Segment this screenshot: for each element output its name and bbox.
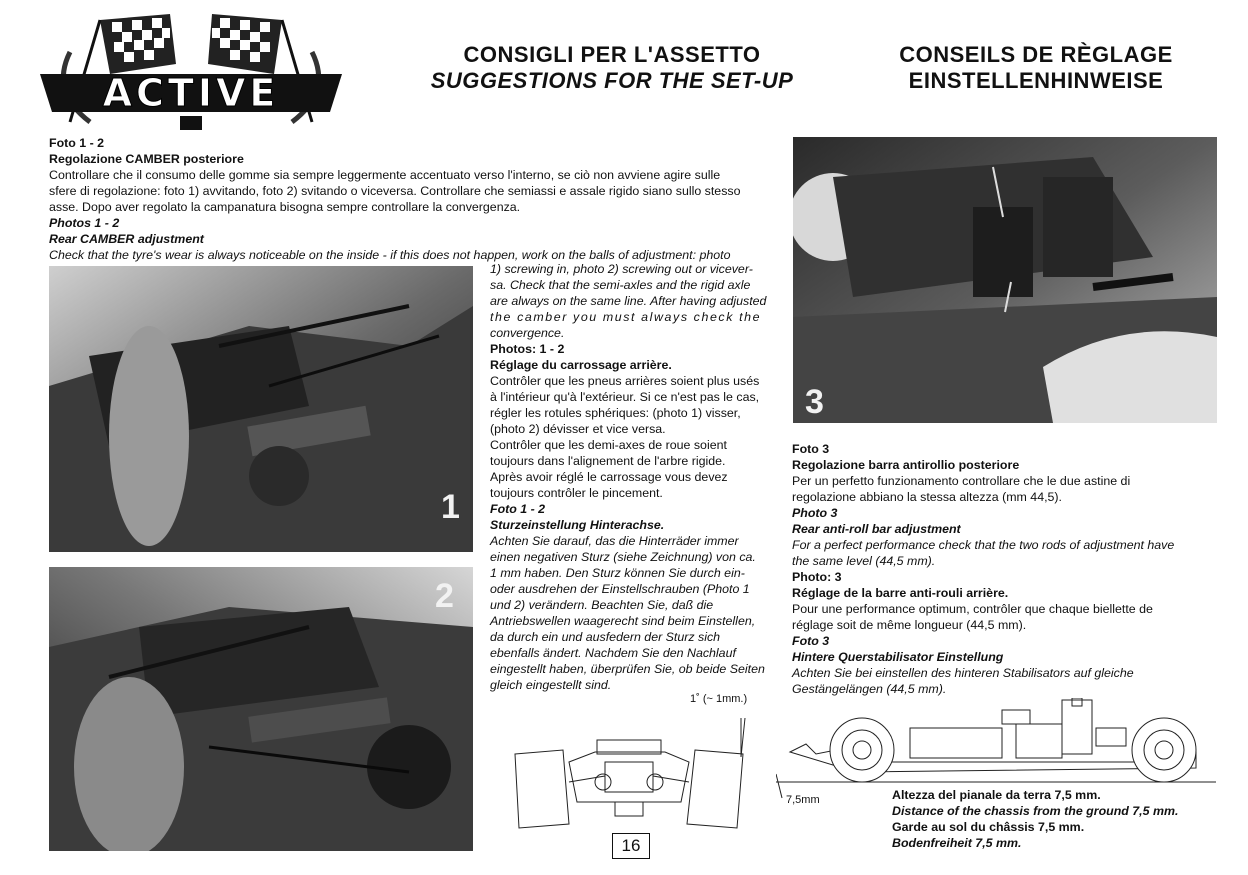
title-german: EINSTELLENHINWEISE [908, 68, 1164, 93]
fr-body-line: régler les rotules sphériques: (photo 1) visser, [490, 406, 741, 420]
de-body-line: oder ausdrehen der Einstellschrauben (Photo 1 [490, 582, 750, 596]
de-photo3-heading: Hintere Querstabilisator Einstellung [792, 650, 1004, 664]
camber-label: 1˚ (~ 1mm.) [690, 693, 748, 705]
en-heading: Rear CAMBER adjustment [49, 232, 204, 246]
photo-2 [49, 567, 473, 851]
photo-number-1: 1 [441, 488, 460, 526]
title-italian: CONSIGLI PER L'ASSETTO [463, 42, 761, 67]
title-english: SUGGESTIONS FOR THE SET-UP [430, 68, 794, 93]
middle-text-block [490, 261, 772, 693]
fr-body-line: (photo 2) dévisser et vice versa. [490, 422, 666, 436]
fr-body-line: Après avoir réglé le carrossage vous devez [490, 470, 728, 484]
active-logo [30, 12, 352, 136]
it-photo-ref: Foto 1 - 2 [49, 136, 105, 150]
photo-3 [793, 137, 1217, 423]
fr-photo-ref: Photos: 1 - 2 [490, 342, 565, 356]
fr-body-line: Contrôler que les demi-axes de roue soient [490, 438, 727, 452]
de-heading: Sturzeinstellung Hinterachse. [490, 518, 665, 532]
caption-german: Bodenfreiheit 7,5 mm. [892, 836, 1022, 850]
photo-1 [49, 266, 473, 552]
en-body-line: convergence. [490, 326, 565, 340]
fr-photo3-body: Pour une performance optimum, contrôler que chaque biellette de [792, 602, 1153, 616]
de-body-line: ebenfalls ändert. Nachdem Sie den Nachlauf [490, 646, 736, 660]
fr-photo3-heading: Réglage de la barre anti-rouli arrière. [792, 586, 1009, 600]
it-body-line: sfere di regolazione: foto 1) avvitando, foto 2) svitando o viceversa. Controllare che semiassi e assale rigido siano sullo stesso [49, 184, 741, 198]
it-photo3-body: Per un perfetto funzionamento controllare che le due astine di [792, 474, 1131, 488]
de-body-line: Antriebswellen waagerecht sind beim Einstellen, [490, 614, 756, 628]
en-body-continued [490, 261, 772, 341]
photo-number-3: 3 [805, 383, 824, 421]
de-photo3-body: Gestängelängen (44,5 mm). [792, 682, 947, 696]
de-photo3-ref: Foto 3 [792, 634, 830, 648]
it-photo3-heading: Regolazione barra antirollio posteriore [792, 458, 1020, 472]
page-number: 16 [612, 833, 650, 859]
caption-french: Garde au sol du châssis 7,5 mm. [892, 820, 1085, 834]
de-body-line: 1 mm haben. Den Sturz können Sie durch ein- [490, 566, 745, 580]
fr-body-line: Contrôler que les pneus arrières soient plus usés [490, 374, 760, 388]
en-photo3-body: For a perfect performance check that the two rods of adjustment have [792, 538, 1175, 552]
fr-body-line: toujours contrôler le pincement. [490, 486, 663, 500]
en-body-line: are always on the same line. After having adjusted [490, 294, 767, 308]
de-photo-ref: Foto 1 - 2 [490, 502, 546, 516]
de-photo3-body: Achten Sie bei einstellen des hinteren Stabilisators auf gleiche [792, 666, 1134, 680]
svg-text:ACTIVE: ACTIVE [102, 71, 280, 115]
en-photo3-body: the same level (44,5 mm). [792, 554, 936, 568]
fr-photo3-body: réglage soit de même longueur (44,5 mm). [792, 618, 1027, 632]
photo-number-2: 2 [435, 577, 454, 615]
de-body-line: einen negativen Sturz (siehe Zeichnung) von ca. [490, 550, 756, 564]
it-heading: Regolazione CAMBER posteriore [49, 152, 244, 166]
it-photo3-ref: Foto 3 [792, 442, 830, 456]
en-body-line: sa. Check that the semi-axles and the rigid axle [490, 278, 751, 292]
fr-body-line: à l'intérieur qu'à l'extérieur. Si ce n'est pas le cas, [490, 390, 760, 404]
en-photo3-ref: Photo 3 [792, 506, 838, 520]
de-body-line: gleich eingestellt sind. [490, 678, 612, 692]
it-body-line: asse. Dopo aver regolato la campanatura bisogna sempre controllare la convergenza. [49, 200, 521, 214]
de-body-line: da durch ein und ausfedern der Sturz sich [490, 630, 721, 644]
fr-photo3-ref: Photo: 3 [792, 570, 842, 584]
en-photo-ref: Photos 1 - 2 [49, 216, 120, 230]
it-body-line: Controllare che il consumo delle gomme sia sempre leggermente accentuato verso l'interno, se ciò non avviene agire sulle [49, 168, 721, 182]
en-body-line: Check that the tyre's wear is always noticeable on the inside - if this does not happen, work on the balls of adjustment: photo [49, 248, 731, 262]
de-body-line: eingestellt haben, überprüfen Sie, ob beide Seiten [490, 662, 765, 676]
fr-body-line: toujours dans l'alignement de l'arbre rigide. [490, 454, 726, 468]
en-photo3-heading: Rear anti-roll bar adjustment [792, 522, 961, 536]
right-text-block [792, 441, 1217, 697]
en-body-line: the camber you must always check the [490, 310, 762, 324]
chassis-height-label: 7,5mm [786, 794, 820, 806]
fr-heading: Réglage du carrossage arrière. [490, 358, 672, 372]
de-body-line: Achten Sie darauf, das die Hinterräder immer [490, 534, 739, 548]
de-body-line: und 2) verändern. Beachten Sie, daß die [490, 598, 714, 612]
it-photo3-body: regolazione abbiano la stessa altezza (mm 44,5). [792, 490, 1062, 504]
title-french: CONSEILS DE RÈGLAGE [899, 42, 1173, 67]
left-text-block [49, 135, 789, 263]
camber-diagram [505, 712, 765, 832]
chassis-caption [892, 787, 1222, 851]
caption-english: Distance of the chassis from the ground 7,5 mm. [892, 804, 1179, 818]
en-body-line: 1) screwing in, photo 2) screwing out or vicever- [490, 262, 753, 276]
caption-italian: Altezza del pianale da terra 7,5 mm. [892, 788, 1101, 802]
